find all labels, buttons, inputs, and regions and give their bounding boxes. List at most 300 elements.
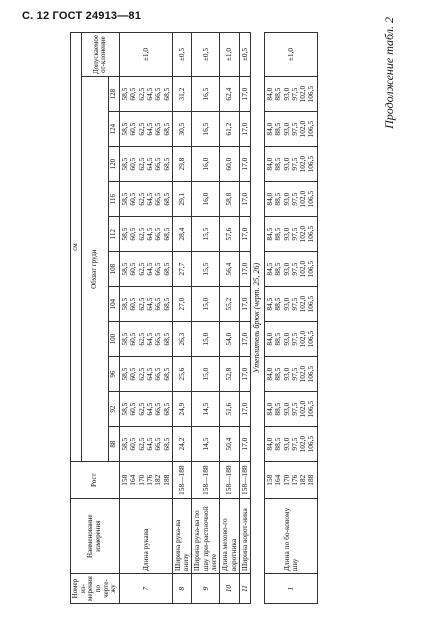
cell-value: 66,5 xyxy=(153,402,163,416)
cell-value: 17,0 xyxy=(239,297,249,311)
cell-value: 102,0 xyxy=(298,365,308,383)
cell-value: 62,5 xyxy=(136,262,146,276)
cell-value: 102,0 xyxy=(298,400,308,418)
cell-value: 62,5 xyxy=(136,297,146,311)
cell-value: 66,5 xyxy=(153,367,163,381)
row-value xyxy=(239,147,250,182)
row-value xyxy=(172,182,192,217)
cell-value: 62,5 xyxy=(136,157,146,171)
row-value xyxy=(172,427,192,462)
cell-value: 16,0 xyxy=(200,192,210,206)
cell-value: 88,5 xyxy=(273,157,283,171)
cell-value: 62,5 xyxy=(136,192,146,206)
cell-value: 62,4 xyxy=(224,87,234,101)
cell-value: 60,5 xyxy=(128,87,138,101)
cell-value: 24,9 xyxy=(176,402,186,416)
cell-value: 164 xyxy=(128,474,138,486)
cell-value: 60,5 xyxy=(128,367,138,381)
row-value xyxy=(239,77,250,112)
cell-value: 51,6 xyxy=(224,402,234,416)
row-value xyxy=(172,252,192,287)
row-value xyxy=(120,182,173,217)
cell-value: 84,0 xyxy=(265,122,275,136)
cell-value: 29,8 xyxy=(176,157,186,171)
table-row xyxy=(239,32,250,603)
row-value xyxy=(172,77,192,112)
row-rost xyxy=(239,462,250,499)
row-value xyxy=(220,182,240,217)
row-name: Длина рукава xyxy=(120,499,173,574)
cell-value: 158—188 xyxy=(224,465,234,495)
cell-value: 62,5 xyxy=(136,227,146,241)
row-value xyxy=(220,427,240,462)
row-value xyxy=(265,322,318,357)
cell-value: 93,0 xyxy=(281,227,291,241)
cell-value: 64,5 xyxy=(144,87,154,101)
cell-value: 102,0 xyxy=(298,85,308,103)
row-value xyxy=(192,287,220,322)
cell-value: 66,5 xyxy=(153,192,163,206)
cell-value: 88,5 xyxy=(273,332,283,346)
cell-value: 106,5 xyxy=(306,225,316,243)
cell-value: 17,0 xyxy=(239,402,249,416)
row-rost xyxy=(120,462,173,499)
cell-value: 57,6 xyxy=(224,227,234,241)
cell-value: 84,5 xyxy=(265,262,275,276)
cell-value: 60,5 xyxy=(128,227,138,241)
cell-value: 66,5 xyxy=(153,262,163,276)
size-header-108: 108 xyxy=(109,252,120,287)
cell-value: 17,0 xyxy=(239,227,249,241)
cell-value: 68,5 xyxy=(161,157,171,171)
cell-value: 60,0 xyxy=(224,157,234,171)
row-value xyxy=(192,182,220,217)
cell-value: 15,5 xyxy=(200,262,210,276)
cell-value: 88,5 xyxy=(273,367,283,381)
row-tolerance: ±0,5 xyxy=(239,32,250,76)
table-row xyxy=(220,32,240,603)
cell-value: 68,5 xyxy=(161,402,171,416)
row-value xyxy=(192,252,220,287)
row-name: Ширина рука-ва по шву при-растночной ленте xyxy=(192,499,220,574)
row-tolerance: ±1,0 xyxy=(265,32,318,76)
row-value xyxy=(220,357,240,392)
cell-value: 88,5 xyxy=(273,437,283,451)
row-value xyxy=(220,77,240,112)
cell-value: 17,0 xyxy=(239,437,249,451)
cell-value: 64,5 xyxy=(144,297,154,311)
cell-value: 17,0 xyxy=(239,157,249,171)
cell-value: 158—188 xyxy=(239,465,249,495)
cell-value: 50,4 xyxy=(224,437,234,451)
row-value xyxy=(265,182,318,217)
row-value xyxy=(120,322,173,357)
cell-value: 24,2 xyxy=(176,437,186,451)
cell-value: 93,0 xyxy=(281,367,291,381)
cell-value: 52,8 xyxy=(224,367,234,381)
row-value xyxy=(239,357,250,392)
row-rost xyxy=(265,462,318,499)
cell-value: 93,0 xyxy=(281,437,291,451)
cell-value: 84,0 xyxy=(265,192,275,206)
row-value xyxy=(239,182,250,217)
row-value xyxy=(239,287,250,322)
cell-value: 88,5 xyxy=(273,297,283,311)
page-header: С. 12 ГОСТ 24913—81 xyxy=(22,10,142,22)
table-row xyxy=(172,32,192,603)
cell-value: 58,5 xyxy=(120,332,130,346)
cell-value: 176 xyxy=(289,474,299,486)
cell-value: 17,0 xyxy=(239,122,249,136)
row-value xyxy=(220,217,240,252)
cell-value: 64,5 xyxy=(144,227,154,241)
cell-value: 26,3 xyxy=(176,332,186,346)
cell-value: 188 xyxy=(161,474,171,486)
cell-value: 106,5 xyxy=(306,295,316,313)
cell-value: 66,5 xyxy=(153,437,163,451)
size-header-116: 116 xyxy=(109,182,120,217)
cell-value: 97,5 xyxy=(289,157,299,171)
cell-value: 60,5 xyxy=(128,122,138,136)
row-value xyxy=(239,322,250,357)
col-tolerance-header: Допускаемое от-клонение xyxy=(81,32,119,76)
cell-value: 68,5 xyxy=(161,122,171,136)
cell-value: 84,0 xyxy=(265,87,275,101)
cell-value: 84,0 xyxy=(265,402,275,416)
cell-value: 84,0 xyxy=(265,437,275,451)
cell-value: 170 xyxy=(281,474,291,486)
row-rost xyxy=(192,462,220,499)
cell-value: 64,5 xyxy=(144,367,154,381)
col-rost-header: Рост xyxy=(71,462,120,499)
size-header-112: 112 xyxy=(109,217,120,252)
cell-value: 16,5 xyxy=(200,87,210,101)
cell-value: 68,5 xyxy=(161,367,171,381)
cell-value: 58,5 xyxy=(120,437,130,451)
row-value xyxy=(120,357,173,392)
cell-value: 102,0 xyxy=(298,260,308,278)
cell-value: 31,2 xyxy=(176,87,186,101)
table-row xyxy=(265,32,318,603)
cell-value: 17,0 xyxy=(239,87,249,101)
cell-value: 97,5 xyxy=(289,297,299,311)
row-value xyxy=(239,252,250,287)
row-value xyxy=(239,392,250,427)
row-value xyxy=(239,427,250,462)
cell-value: 93,0 xyxy=(281,262,291,276)
row-value xyxy=(220,392,240,427)
cell-value: 58,5 xyxy=(120,227,130,241)
row-value xyxy=(172,357,192,392)
cell-value: 66,5 xyxy=(153,332,163,346)
cell-value: 97,5 xyxy=(289,122,299,136)
cell-value: 60,5 xyxy=(128,297,138,311)
row-value xyxy=(172,112,192,147)
cell-value: 66,5 xyxy=(153,227,163,241)
cell-value: 68,5 xyxy=(161,227,171,241)
col-index-header: Номер из-мерения по черте-жу xyxy=(71,574,120,604)
cell-value: 15,0 xyxy=(200,297,210,311)
cell-value: 93,0 xyxy=(281,122,291,136)
cell-value: 182 xyxy=(298,474,308,486)
cell-value: 66,5 xyxy=(153,157,163,171)
row-tolerance: ±1,0 xyxy=(120,32,173,76)
size-header-124: 124 xyxy=(109,112,120,147)
cell-value: 58,5 xyxy=(120,367,130,381)
cell-value: 68,5 xyxy=(161,332,171,346)
row-value xyxy=(220,252,240,287)
row-value xyxy=(120,217,173,252)
cell-value: 62,5 xyxy=(136,332,146,346)
size-header-92: 92 xyxy=(109,392,120,427)
cell-value: 97,5 xyxy=(289,367,299,381)
row-index: 10 xyxy=(220,574,240,604)
size-header-100: 100 xyxy=(109,322,120,357)
cell-value: 188 xyxy=(306,474,316,486)
cell-value: 60,5 xyxy=(128,262,138,276)
cell-value: 66,5 xyxy=(153,87,163,101)
cell-value: 158—188 xyxy=(200,465,210,495)
cell-value: 93,0 xyxy=(281,402,291,416)
cell-value: 102,0 xyxy=(298,295,308,313)
cell-value: 106,5 xyxy=(306,400,316,418)
cell-value: 68,5 xyxy=(161,262,171,276)
row-value xyxy=(120,147,173,182)
cell-value: 68,5 xyxy=(161,437,171,451)
cell-value: 97,5 xyxy=(289,87,299,101)
cell-value: 106,5 xyxy=(306,85,316,103)
cell-value: 62,5 xyxy=(136,87,146,101)
size-header-96: 96 xyxy=(109,357,120,392)
cell-value: 102,0 xyxy=(298,190,308,208)
cell-value: 60,5 xyxy=(128,157,138,171)
cell-value: 62,5 xyxy=(136,367,146,381)
row-value xyxy=(192,357,220,392)
cell-value: 93,0 xyxy=(281,157,291,171)
cell-value: 93,0 xyxy=(281,192,291,206)
cell-value: 93,0 xyxy=(281,87,291,101)
row-value xyxy=(120,427,173,462)
row-value xyxy=(192,77,220,112)
row-value xyxy=(120,392,173,427)
row-value xyxy=(172,322,192,357)
cell-value: 158 xyxy=(265,474,275,486)
row-name: Ширина рука-ва внизу xyxy=(172,499,192,574)
row-index: 7 xyxy=(120,574,173,604)
section-subtitle: Утеплитель брюк (черт. 25, 26) xyxy=(251,32,265,603)
cell-value: 54,0 xyxy=(224,332,234,346)
cell-value: 60,5 xyxy=(128,437,138,451)
cell-value: 93,0 xyxy=(281,297,291,311)
cell-value: 14,5 xyxy=(200,402,210,416)
row-value xyxy=(172,287,192,322)
row-value xyxy=(265,252,318,287)
continuation-label: Продолжение табл. 2 xyxy=(382,17,396,129)
cell-value: 84,0 xyxy=(265,157,275,171)
row-value xyxy=(239,112,250,147)
cell-value: 16,0 xyxy=(200,157,210,171)
cell-value: 60,5 xyxy=(128,332,138,346)
cell-value: 102,0 xyxy=(298,435,308,453)
row-name: Ширина ворот-ника xyxy=(239,499,250,574)
cell-value: 60,5 xyxy=(128,402,138,416)
row-value xyxy=(220,147,240,182)
row-value xyxy=(172,392,192,427)
cell-value: 29,1 xyxy=(176,192,186,206)
cell-value: 58,5 xyxy=(120,157,130,171)
cell-value: 158—188 xyxy=(176,465,186,495)
cell-value: 64,5 xyxy=(144,262,154,276)
cell-value: 17,0 xyxy=(239,367,249,381)
cell-value: 164 xyxy=(273,474,283,486)
cell-value: 64,5 xyxy=(144,157,154,171)
row-tolerance: ±0,5 xyxy=(172,32,192,76)
cell-value: 97,5 xyxy=(289,437,299,451)
cell-value: 102,0 xyxy=(298,120,308,138)
cell-value: 88,5 xyxy=(273,87,283,101)
cell-value: 106,5 xyxy=(306,365,316,383)
row-tolerance: ±0,5 xyxy=(192,32,220,76)
cell-value: 68,5 xyxy=(161,192,171,206)
cell-value: 64,5 xyxy=(144,122,154,136)
row-name: Длина по бо-ковому шву xyxy=(265,499,318,574)
cell-value: 62,5 xyxy=(136,437,146,451)
table-body xyxy=(120,32,318,603)
cell-value: 15,5 xyxy=(200,227,210,241)
cell-value: 88,5 xyxy=(273,262,283,276)
cell-value: 25,6 xyxy=(176,367,186,381)
cell-value: 88,5 xyxy=(273,402,283,416)
row-value xyxy=(192,112,220,147)
row-index: 1 xyxy=(265,574,318,604)
row-index: 9 xyxy=(192,574,220,604)
cell-value: 97,5 xyxy=(289,227,299,241)
size-header-120: 120 xyxy=(109,147,120,182)
row-value xyxy=(265,392,318,427)
cell-value: 106,5 xyxy=(306,260,316,278)
row-value xyxy=(172,217,192,252)
row-value xyxy=(220,322,240,357)
cell-value: 88,5 xyxy=(273,192,283,206)
cell-value: 97,5 xyxy=(289,192,299,206)
cell-value: 58,5 xyxy=(120,402,130,416)
row-value xyxy=(239,217,250,252)
row-value xyxy=(265,77,318,112)
cell-value: 88,5 xyxy=(273,122,283,136)
row-value xyxy=(192,427,220,462)
row-value xyxy=(220,287,240,322)
row-rost xyxy=(172,462,192,499)
row-value xyxy=(265,427,318,462)
cell-value: 84,5 xyxy=(265,227,275,241)
row-value xyxy=(120,112,173,147)
size-header-128: 128 xyxy=(109,77,120,112)
cell-value: 64,5 xyxy=(144,402,154,416)
cell-value: 97,5 xyxy=(289,332,299,346)
cell-value: 106,5 xyxy=(306,155,316,173)
cell-value: 158 xyxy=(120,474,130,486)
cell-value: 60,5 xyxy=(128,192,138,206)
row-index: 11 xyxy=(239,574,250,604)
size-header-88: 88 xyxy=(109,427,120,462)
cell-value: 93,0 xyxy=(281,332,291,346)
cell-value: 170 xyxy=(136,474,146,486)
row-value xyxy=(265,287,318,322)
cell-value: 106,5 xyxy=(306,330,316,348)
cell-value: 58,5 xyxy=(120,262,130,276)
table-row xyxy=(192,32,220,603)
col-unit-header: см xyxy=(71,32,82,461)
cell-value: 15,0 xyxy=(200,367,210,381)
cell-value: 64,5 xyxy=(144,192,154,206)
size-header-104: 104 xyxy=(109,287,120,322)
subtitle-row xyxy=(251,32,265,603)
cell-value: 84,0 xyxy=(265,367,275,381)
cell-value: 28,4 xyxy=(176,227,186,241)
cell-value: 16,5 xyxy=(200,122,210,136)
row-value xyxy=(265,217,318,252)
cell-value: 58,8 xyxy=(224,192,234,206)
cell-value: 68,5 xyxy=(161,87,171,101)
row-value xyxy=(265,147,318,182)
cell-value: 56,4 xyxy=(224,262,234,276)
row-value xyxy=(120,287,173,322)
cell-value: 15,0 xyxy=(200,332,210,346)
cell-value: 97,5 xyxy=(289,402,299,416)
cell-value: 66,5 xyxy=(153,122,163,136)
row-value xyxy=(265,112,318,147)
cell-value: 64,5 xyxy=(144,437,154,451)
data-table xyxy=(70,32,318,604)
row-value xyxy=(120,77,173,112)
cell-value: 106,5 xyxy=(306,190,316,208)
row-tolerance: ±1,0 xyxy=(220,32,240,76)
cell-value: 17,0 xyxy=(239,192,249,206)
col-name-header: Наименование измерения xyxy=(71,499,120,574)
row-index: 8 xyxy=(172,574,192,604)
row-value xyxy=(192,217,220,252)
cell-value: 14,5 xyxy=(200,437,210,451)
row-rost xyxy=(220,462,240,499)
row-value xyxy=(265,357,318,392)
cell-value: 27,7 xyxy=(176,262,186,276)
row-value xyxy=(192,322,220,357)
cell-value: 62,5 xyxy=(136,402,146,416)
row-value xyxy=(192,392,220,427)
cell-value: 66,5 xyxy=(153,297,163,311)
cell-value: 84,0 xyxy=(265,332,275,346)
cell-value: 17,0 xyxy=(239,332,249,346)
cell-value: 55,2 xyxy=(224,297,234,311)
cell-value: 88,5 xyxy=(273,227,283,241)
table-row xyxy=(120,32,173,603)
cell-value: 58,5 xyxy=(120,87,130,101)
row-value xyxy=(192,147,220,182)
col-obhvat-header: Обхват груди xyxy=(81,77,109,462)
cell-value: 68,5 xyxy=(161,297,171,311)
cell-value: 106,5 xyxy=(306,120,316,138)
cell-value: 58,5 xyxy=(120,297,130,311)
cell-value: 102,0 xyxy=(298,155,308,173)
cell-value: 84,5 xyxy=(265,297,275,311)
cell-value: 64,5 xyxy=(144,332,154,346)
cell-value: 61,2 xyxy=(224,122,234,136)
cell-value: 106,5 xyxy=(306,435,316,453)
cell-value: 58,5 xyxy=(120,122,130,136)
row-value xyxy=(172,147,192,182)
row-name: Длина мехово-го воротника xyxy=(220,499,240,574)
cell-value: 102,0 xyxy=(298,330,308,348)
